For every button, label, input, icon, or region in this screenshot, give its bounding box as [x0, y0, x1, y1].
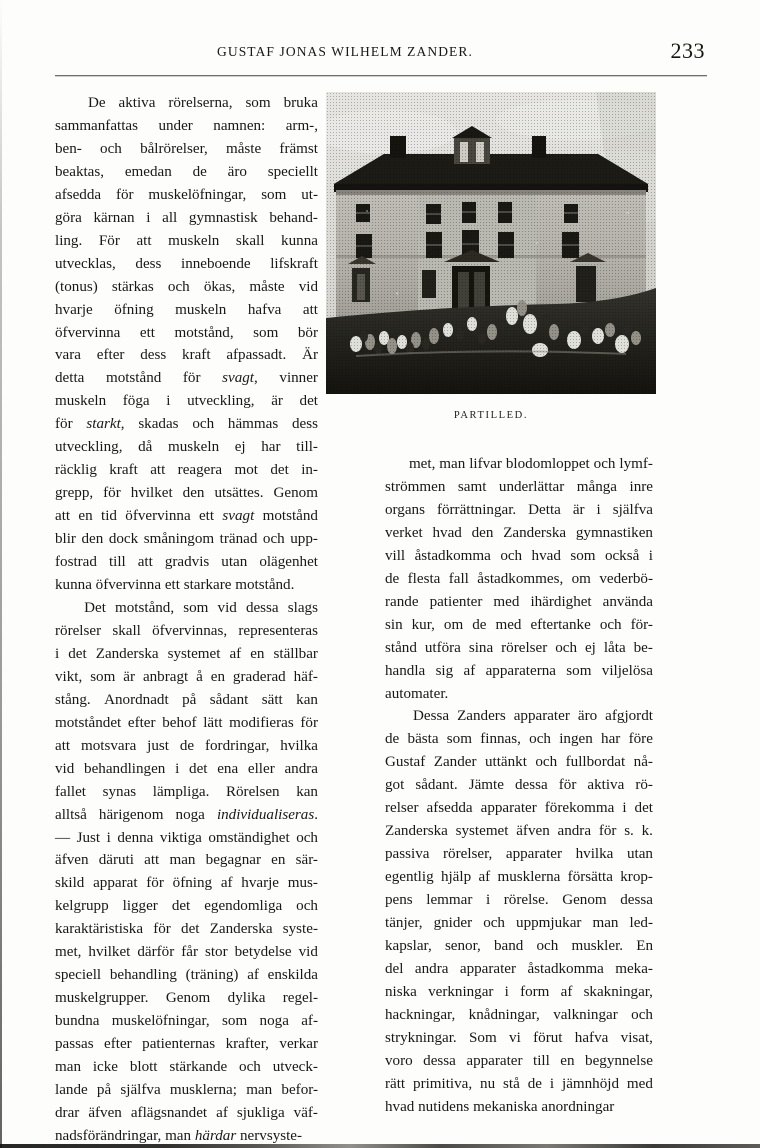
text-line: detta motstånd för svagt, vinner [55, 370, 318, 387]
text-line: muskeln föga i utveckling, är det [55, 393, 318, 410]
text-line: vid behandlingen i det ena eller andra [55, 760, 318, 777]
text-line: strömmen samt underlättar många inre [385, 478, 653, 495]
building-photograph-illustration [326, 92, 656, 394]
text-line: blir den dock småningom tränad och upp- [55, 531, 318, 548]
text-line: ling. För att muskeln skall kunna [55, 232, 318, 249]
text-line: stånd utföra sina rörelser och ej låta be- [385, 639, 653, 656]
text-line: handla sig af apparaterna som viljelösa [385, 662, 653, 679]
text-line: man icke blott stärkande och utveck- [55, 1059, 318, 1076]
running-head-title: GUSTAF JONAS WILHELM ZANDER. [217, 44, 473, 59]
text-line: att motsvara just de fordringar, hvilka [55, 737, 318, 754]
page-number: 233 [670, 38, 705, 63]
text-line: hvarje öfning muskeln hafva att [55, 301, 318, 318]
text-line: fallet synas lämpliga. Rörelsen kan [55, 783, 318, 800]
text-line: del andra apparater åstadkomma meka- [385, 960, 653, 977]
paragraph [55, 92, 318, 597]
text-line: Zanderska systemet äfven andra för s. k. [385, 823, 653, 840]
text-line: rörelser skall öfvervinnas, representeras [55, 622, 318, 639]
text-line: passas efter patienternas krafter, verkar [55, 1036, 318, 1053]
text-line: Gustaf Zander uttänkt och fullbordat nå- [385, 754, 653, 771]
text-line: met, hvilket därför får stor betydelse vid [55, 944, 318, 961]
text-line: kunna öfvervinna ett starkare motstånd. [55, 577, 295, 594]
text-line: pens lemmar i rörelse. Genom dessa [385, 892, 653, 909]
text-line: egentlig hjälp af musklerna försätta krop- [385, 869, 653, 886]
text-line: karaktäristiska för det Zanderska syste- [55, 921, 318, 938]
text-line: (tonus) stärkas och ökas, måste vid [55, 278, 318, 295]
text-line: i det Zanderska systemet af en ställbar [55, 645, 318, 662]
text-line: fostrad till att gradvis utan olägenhet [55, 554, 318, 571]
scan-edge-left [0, 0, 2, 1148]
header-rule [55, 75, 707, 76]
text-line: vill åstadkomma och hvad som också i [385, 547, 653, 564]
text-line: afsedda för muskelöfningar, som ut- [55, 186, 318, 203]
text-line: organs förrättningar. Detta är i själfva [385, 501, 653, 518]
text-line: — Just i denna viktiga omständighet och [55, 829, 318, 846]
text-line: stång. Anordnadt på sådant sätt kan [55, 691, 318, 708]
text-line: drar äfven aflägsnandet af sjukliga väf- [55, 1104, 318, 1121]
text-line: vara efter dess kraft afpassadt. Är [55, 347, 318, 364]
text-line: för starkt, skadas och hämmas dess [55, 416, 318, 433]
text-line: relser afsedda apparater förekomma i det [385, 800, 653, 817]
text-line: hvad nutidens mekaniska anordningar [385, 1098, 615, 1115]
text-line: kelgrupp ligger det egendomliga och [55, 898, 318, 915]
text-line: äfven däruti att man begagnar en sär- [55, 852, 318, 869]
paragraph [385, 453, 653, 705]
text-line: sin kur, om de med eftertanke och för- [385, 616, 653, 633]
text-line: lande på själfva musklerna; man befor- [55, 1081, 318, 1098]
text-line: utveckling, då muskeln ej har till- [55, 439, 318, 456]
text-line: nadsförändringar, man härdar nervsyste- [55, 1127, 303, 1144]
text-line: got sådant. Jämte dessa för aktiva rö- [385, 777, 653, 794]
text-line: ben- och bålrörelser, måste främst [55, 140, 318, 157]
text-line: passiva rörelser, apparater hvilka utan [385, 846, 653, 863]
text-line: öfvervinna ett motstånd, som bör [55, 324, 318, 341]
text-line: De aktiva rörelserna, som bruka [87, 95, 318, 111]
paragraph [385, 705, 653, 1118]
text-column-right [385, 453, 653, 1119]
paragraph [55, 597, 318, 1148]
text-line: alltså härigenom noga individualiseras. [55, 806, 318, 823]
text-line: rande patienter med ihärdighet använda [385, 593, 653, 610]
text-line: voro dessa apparater till en begynnelse [385, 1052, 653, 1069]
text-line: tänjer, gnider och uppmjukar man led- [385, 915, 653, 932]
text-line: muskelgrupper. Genom dylika regel- [55, 990, 318, 1007]
figure [326, 92, 656, 421]
figure-caption: PARTILLED. [453, 410, 529, 421]
text-line: göra kärnan i all gymnastisk behand- [55, 209, 318, 226]
text-line: de bästa som finnas, och ingen har före [385, 731, 653, 748]
scan-edge-bottom [0, 1144, 760, 1148]
text-line: sammanfattas under namnen: arm-, [55, 117, 318, 134]
text-line: att en tid öfvervinna ett svagt motstånd [55, 508, 318, 525]
text-line: bundna muskelöfningar, som noga af- [55, 1013, 318, 1030]
text-line: räcklig kraft att reagera mot det in- [55, 462, 318, 479]
photograph-partilled [326, 92, 656, 394]
text-line: strykningar. Som vi förut hafva visat, [385, 1029, 653, 1046]
text-line: kapslar, senor, band och muskler. En [385, 938, 653, 955]
text-line: de flesta fall åstadkommes, om vederbö- [385, 570, 653, 587]
text-line: verket hvad den Zanderska gymnastiken [385, 524, 653, 541]
text-column-left [55, 92, 318, 1148]
text-line: vikt, som är anbragt å en graderad häf- [55, 668, 318, 685]
text-line: hackningar, knådningar, valkningar och [385, 1006, 653, 1023]
text-line: automater. [385, 685, 449, 702]
text-line: grepp, för hvilket den utsättes. Genom [55, 485, 318, 502]
text-line: niska verkningar i form af skakningar, [385, 983, 653, 1000]
text-line: beaktas, emedan de äro speciellt [55, 163, 318, 180]
text-line: Dessa Zanders apparater äro afgjordt [413, 708, 653, 725]
text-line: skild apparat för öfning af hvarje mus- [55, 875, 318, 892]
text-line: met, man lifvar blodomloppet och lymf- [408, 456, 653, 472]
text-line: Det motstånd, som vid dessa slags [84, 599, 318, 616]
text-line: rätt primitiva, nu stå de i jämnhöjd med [385, 1075, 653, 1092]
text-line: motståndet efter behof lätt modifieras för [55, 714, 318, 731]
text-line: utvecklas, dess inneboende lifskraft [55, 255, 318, 272]
text-line: speciell behandling (träning) af enskilda [55, 967, 318, 984]
running-head [55, 38, 705, 70]
